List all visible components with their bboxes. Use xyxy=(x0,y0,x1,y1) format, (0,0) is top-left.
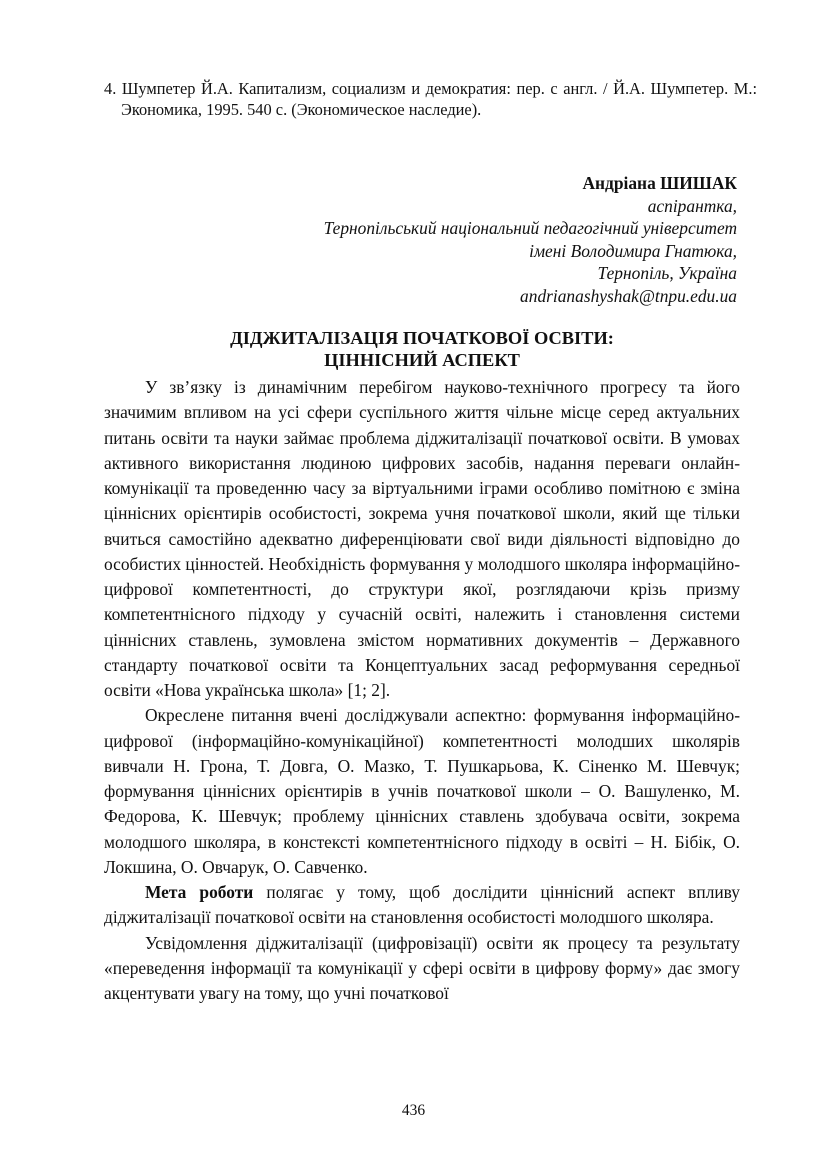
author-university: Тернопільський національний педагогічний університет xyxy=(323,218,737,239)
paragraph-aim xyxy=(104,880,740,931)
author-email: andrianashyshak@tnpu.edu.ua xyxy=(520,285,737,306)
article-body xyxy=(104,375,740,1006)
page-number: 436 xyxy=(401,1102,426,1119)
paragraph-introduction: У зв’язку із динамічним перебігом науково-технічного прогресу та його значимим впливом на усі сфери суспільного життя чільне місце серед актуальних питань освіти та науки займає проблема діджиталізації початкової освіти. В умовах активного використання людиною цифрових засобів, надання переваги онлайн-комунікації та проведенню часу за віртуальними іграми особливо помітною є зміна ціннісних орієнтирів особистості, зокрема учня початкової школи, який ще тільки вчиться самостійно адекватно диференціювати свої види діяльності відповідно до особистих цінностей. Необхідність формування у молодшого школяра інформаційно-цифрової компетентності, до структури якої, розглядаючи крізь призму компетентнісного підходу у сучасній освіті, належить і становлення системи ціннісних ставлень, зумовлена змістом нормативних документів – Державного стандарту початкової освіти та Концептуальних засад реформування середньої освіти «Нова українська школа» [1; 2]. xyxy=(104,377,740,700)
author-position: аспірантка, xyxy=(647,195,737,216)
author-name: Андріана ШИШАК xyxy=(582,173,737,193)
author-block xyxy=(177,172,737,308)
reference-item: 4. Шумпетер Й.А. Капитализм, социализм и демократия: пер. с англ. / Й.А. Шумпетер. М.: Экономика, 1995. 540 с. (Экономическое наследие). xyxy=(104,79,757,119)
paragraph-digitalization: Усвідомлення діджиталізації (цифровізації) освіти як процесу та результату «переведення інформації та комунікації у сфері освіти в цифрову форму» дає змогу акцентувати увагу на тому, що учні початкової xyxy=(104,932,740,1003)
paragraph-literature-review: Окреслене питання вчені досліджували аспектно: формування інформаційно-цифрової (інформаційно-комунікаційної) компетентності молодших школярів вивчали Н. Грона, Т. Довга, О. Мазко, Т. Пушкарьова, К. Сіненко М. Шевчук; формування ціннісних орієнтирів в учнів початкової школи – О. Вашуленко, М. Федорова, К. Шевчук; проблему ціннісних ставлень здобувача освіти, зокрема молодшого школяра, в констексті компетентнісного підходу в освіті – Н. Бібік, О. Локшина, О. Овчарук, О. Савченко. xyxy=(104,705,740,877)
article-title-line1: ДІДЖИТАЛІЗАЦІЯ ПОЧАТКОВОЇ ОСВІТИ: xyxy=(230,328,614,348)
aim-text: полягає у тому, щоб дослідити ціннісний аспект впливу діджиталізації початкової освіти на становлення особистості молодшого школяра. xyxy=(104,882,740,928)
author-location: Тернопіль, Україна xyxy=(597,263,737,284)
article-title-line2: ЦІННІСНИЙ АСПЕКТ xyxy=(324,350,520,370)
article-title xyxy=(104,327,740,371)
aim-label: Мета роботи xyxy=(145,882,254,902)
author-university-name: імені Володимира Гнатюка, xyxy=(529,240,737,261)
